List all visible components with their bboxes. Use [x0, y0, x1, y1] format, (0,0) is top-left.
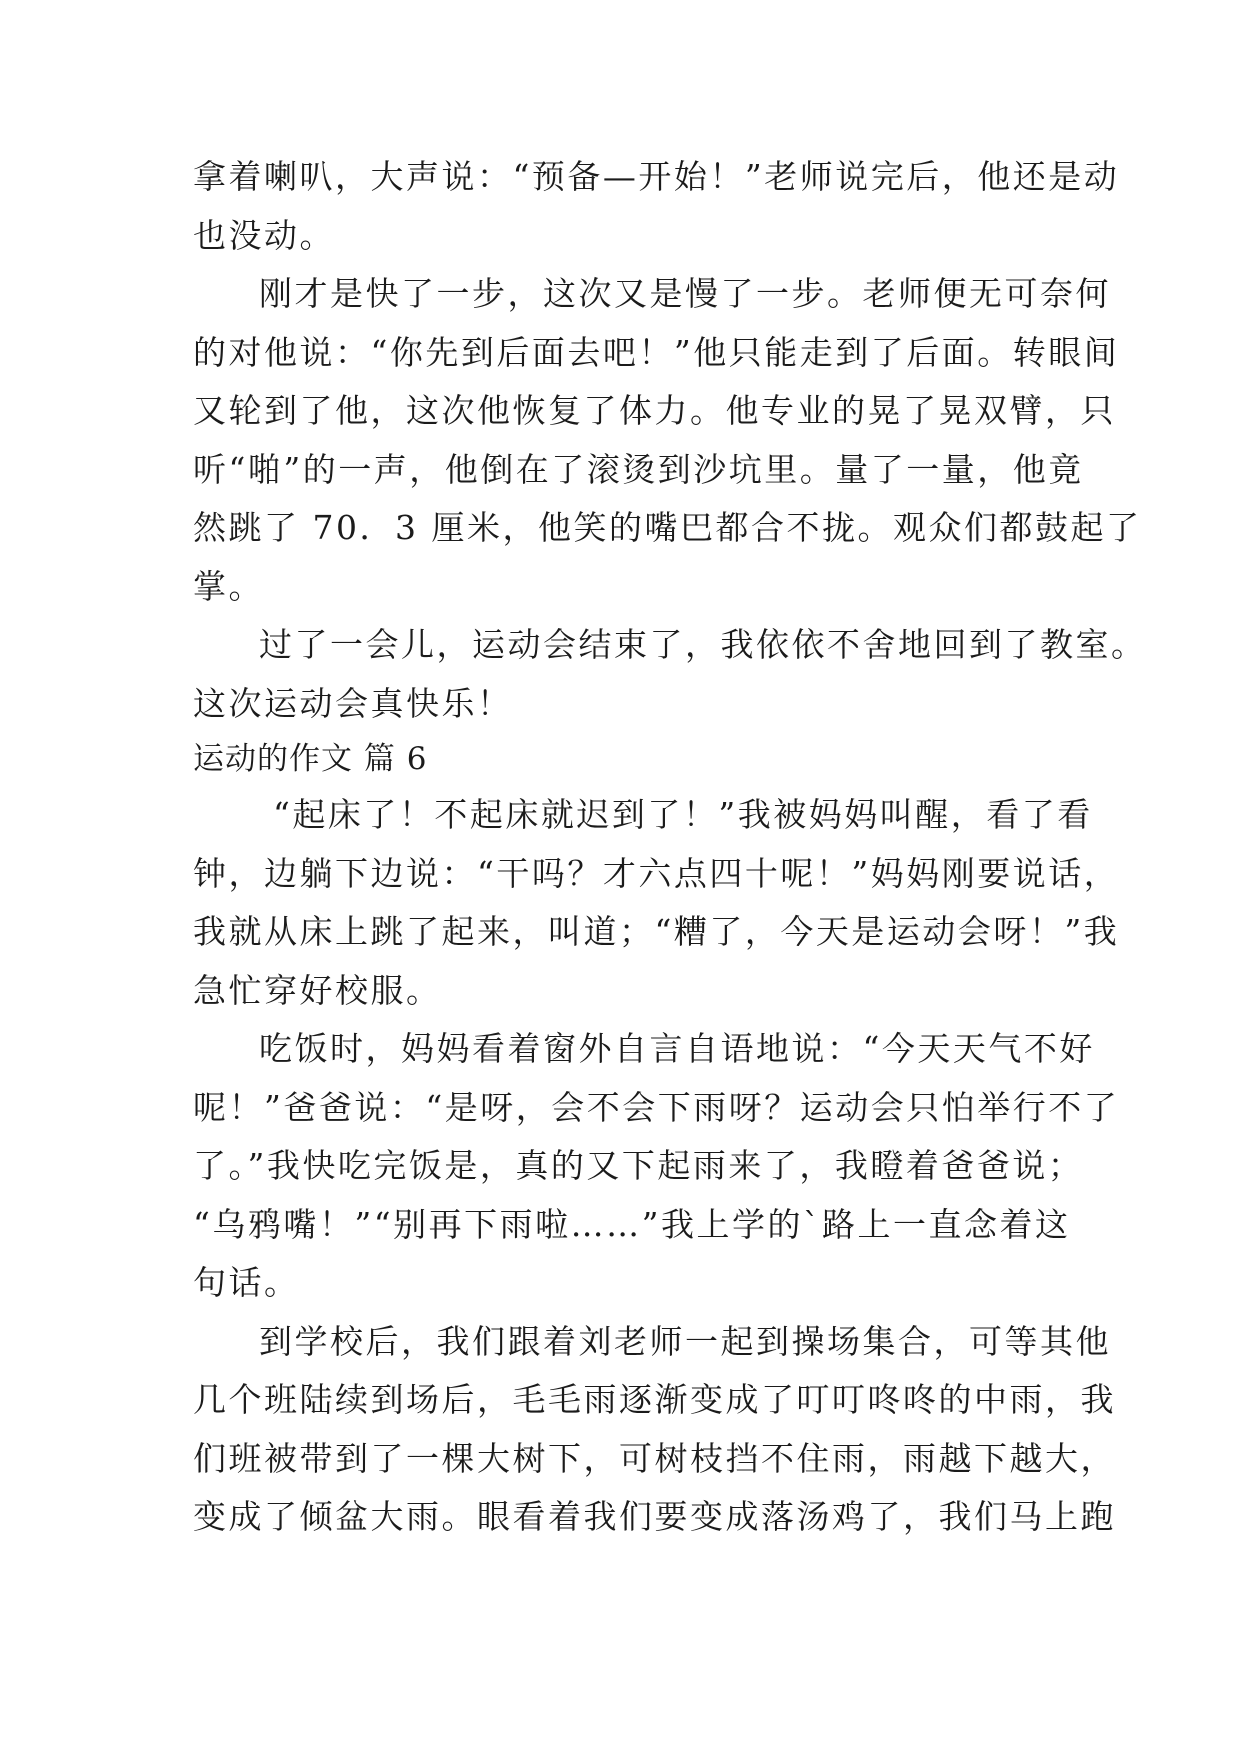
text-line: 拿着喇叭，大声说：“预备—开始！”老师说完后，他还是动	[193, 157, 1120, 196]
text-line: 也没动。	[193, 215, 335, 255]
paragraph-start-line: “起床了！不起床就迟到了！”我被妈妈叫醒，看了看	[273, 795, 1093, 834]
text-line: 掌。	[193, 566, 264, 606]
section-heading: 运动的作文 篇 6	[193, 741, 428, 777]
paragraph-start-line: 过了一会儿，运动会结束了，我依依不舍地回到了教室。	[259, 625, 1147, 664]
text-line: 又轮到了他，这次他恢复了体力。他专业的晃了晃双臂，只	[193, 391, 1116, 430]
paragraph-start-line: 刚才是快了一步，这次又是慢了一步。老师便无可奈何	[259, 274, 1111, 313]
text-line: 们班被带到了一棵大树下，可树枝挡不住雨，雨越下越大，	[193, 1438, 1116, 1478]
text-line: 钟，边躺下边说：“干吗？才六点四十呢！”妈妈刚要说话，	[193, 853, 1120, 893]
text-line: 的对他说：“你先到后面去吧！”他只能走到了后面。转眼间	[193, 332, 1120, 372]
text-line: 句话。	[193, 1263, 300, 1302]
text-line: 了。”我快吃完饭是，真的又下起雨来了，我瞪着爸爸说；	[193, 1146, 1084, 1185]
text-line: 我就从床上跳了起来，叫道；“糟了，今天是运动会呀！”我	[193, 912, 1120, 951]
text-line: 听“啪”的一声，他倒在了滚烫到沙坑里。量了一量，他竟	[193, 449, 1084, 489]
text-line: 这次运动会真快乐！	[193, 683, 513, 723]
text-line: 呢！”爸爸说：“是呀，会不会下雨呀？运动会只怕举行不了	[193, 1087, 1120, 1127]
text-line: “乌鸦嘴！”“别再下雨啦……”我上学的`路上一直念着这	[193, 1204, 1071, 1244]
paragraph-start-line: 吃饭时，妈妈看着窗外自言自语地说：“今天天气不好	[259, 1029, 1095, 1068]
text-line: 然跳了 70．3 厘米，他笑的嘴巴都合不拢。观众们都鼓起了	[193, 508, 1142, 547]
paragraph-start-line: 到学校后，我们跟着刘老师一起到操场集合，可等其他	[259, 1321, 1111, 1361]
text-line: 变成了倾盆大雨。眼看着我们要变成落汤鸡了，我们马上跑	[193, 1497, 1116, 1536]
text-line: 急忙穿好校服。	[193, 970, 442, 1010]
text-line: 几个班陆续到场后，毛毛雨逐渐变成了叮叮咚咚的中雨，我	[193, 1380, 1116, 1419]
document-body	[193, 148, 1147, 1547]
